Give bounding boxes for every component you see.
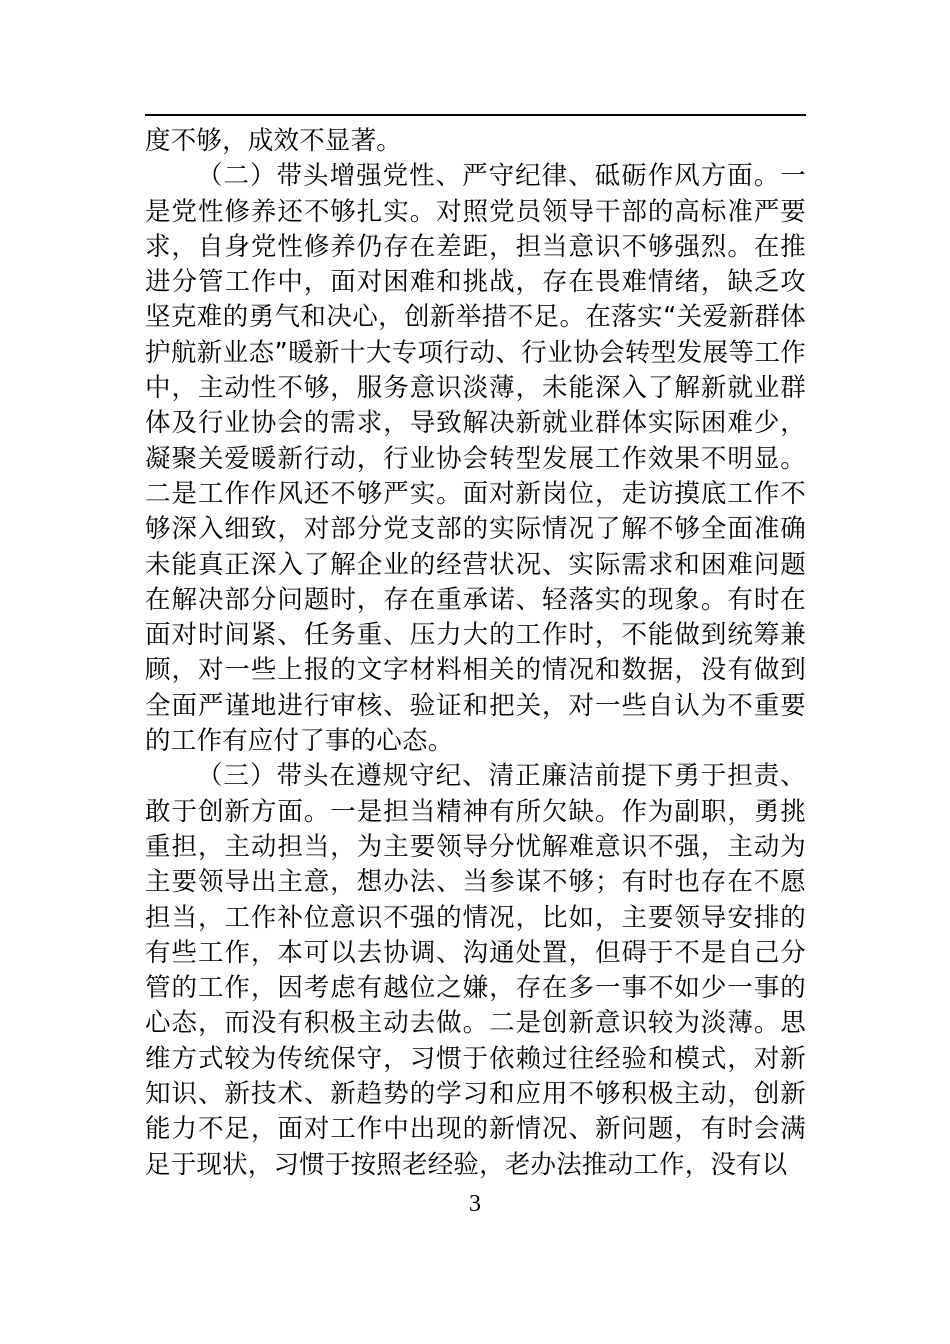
header-rule [145,114,806,116]
document-body [145,124,806,1183]
paragraph-section-two: （二）带头增强党性、严守纪律、砥砺作风方面。一是党性修养还不够扎实。对照党员领导干部的高标准严要求，自身党性修养仍存在差距，担当意识不够强烈。在推进分管工作中，面对困难和挑战，存在畏难情绪，缺乏攻坚克难的勇气和决心，创新举措不足。在落实“关爱新群体护航新业态”暖新十大专项行动、行业协会转型发展等工作中，主动性不够，服务意识淡薄，未能深入了解新就业群体及行业协会的需求，导致解决新就业群体实际困难少，凝聚关爱暖新行动，行业协会转型发展工作效果不明显。二是工作作风还不够严实。面对新岗位，走访摸底工作不够深入细致，对部分党支部的实际情况了解不够全面准确未能真正深入了解企业的经营状况、实际需求和困难问题在解决部分问题时，存在重承诺、轻落实的现象。有时在面对时间紧、任务重、压力大的工作时，不能做到统筹兼顾，对一些上报的文字材料相关的情况和数据，没有做到全面严谨地进行审核、验证和把关，对一些自认为不重要的工作有应付了事的心态。 [145,161,806,757]
paragraph-section-three: （三）带头在遵规守纪、清正廉洁前提下勇于担责、敢于创新方面。一是担当精神有所欠缺。作为副职，勇挑重担，主动担当，为主要领导分忧解难意识不强，主动为主要领导出主意，想办法、当参谋不够；有时也存在不愿担当，工作补位意识不强的情况，比如，主要领导安排的有些工作，本可以去协调、沟通处置，但碍于不是自己分管的工作，因考虑有越位之嫌，存在多一事不如少一事的心态，而没有积极主动去做。二是创新意识较为淡薄。思维方式较为传统保守，习惯于依赖过往经验和模式，对新知识、新技术、新趋势的学习和应用不够积极主动，创新能力不足，面对工作中出现的新情况、新问题，有时会满足于现状，习惯于按照老经验，老办法推动工作，没有以 [145,761,806,1180]
page-number: 3 [469,1191,481,1217]
paragraph-continuation: 度不够，成效不显著。 [145,126,403,156]
